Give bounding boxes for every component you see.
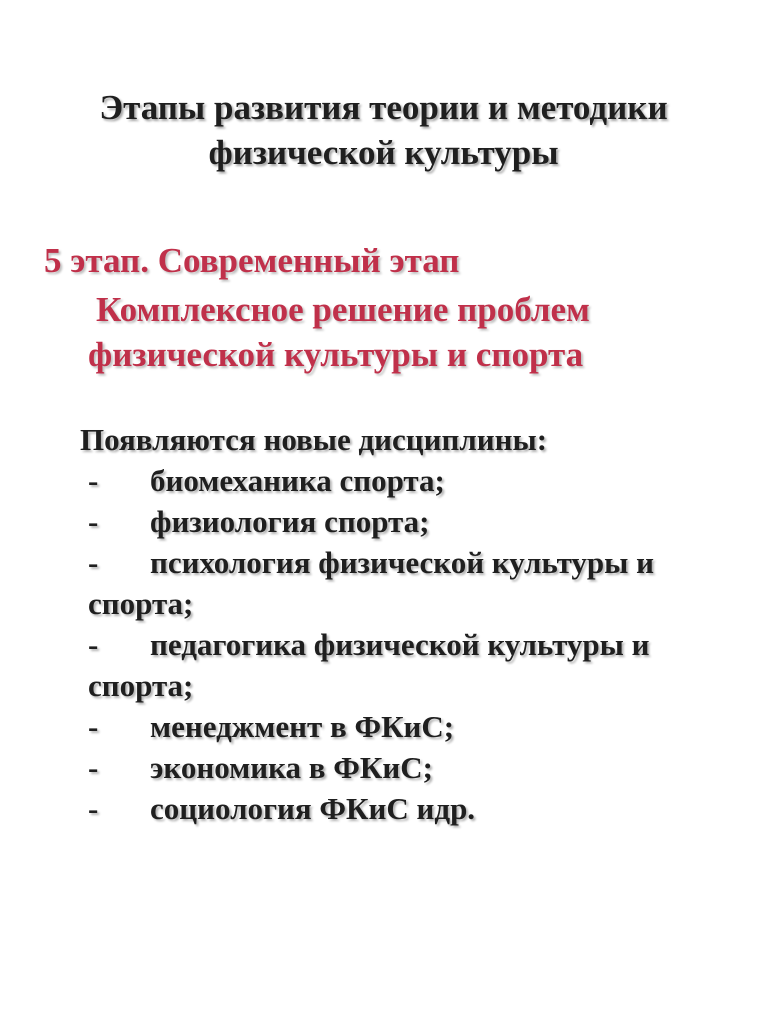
- list-item: [88, 624, 748, 706]
- list-item: [88, 747, 748, 788]
- list-item-text: физиология спорта;: [150, 504, 430, 539]
- bullet-dash: -: [88, 504, 99, 539]
- stage-subtitle-line-2: физической культуры и спорта: [88, 335, 584, 374]
- list-item-text: менеджмент в ФКиС;: [150, 709, 455, 744]
- disciplines-list: [88, 460, 748, 829]
- bullet-dash: -: [88, 545, 99, 580]
- list-item-text: социология ФКиС идр.: [150, 791, 476, 826]
- bullet-dash: -: [88, 627, 99, 662]
- list-item-text: психология физической культуры и спорта;: [88, 545, 654, 621]
- bullet-dash: -: [88, 750, 99, 785]
- bullet-dash: -: [88, 709, 99, 744]
- list-item: [88, 501, 748, 542]
- bullet-dash: -: [88, 791, 99, 826]
- list-item: [88, 706, 748, 747]
- stage-subtitle-line-1: Комплексное решение проблем: [96, 290, 590, 329]
- list-item-text: биомеханика спорта;: [150, 463, 445, 498]
- list-item-text: педагогика физической культуры и спорта;: [88, 627, 650, 703]
- list-item: [88, 542, 748, 624]
- slide-title-line-2: физической культуры: [208, 133, 559, 172]
- list-item: [88, 460, 748, 501]
- disciplines-intro: Появляются новые дисциплины:: [80, 422, 548, 457]
- list-item: [88, 788, 748, 829]
- stage-heading: 5 этап. Современный этап: [44, 241, 460, 280]
- list-item-text: экономика в ФКиС;: [150, 750, 433, 785]
- slide-title-line-1: Этапы развития теории и методики: [99, 88, 668, 127]
- bullet-dash: -: [88, 463, 99, 498]
